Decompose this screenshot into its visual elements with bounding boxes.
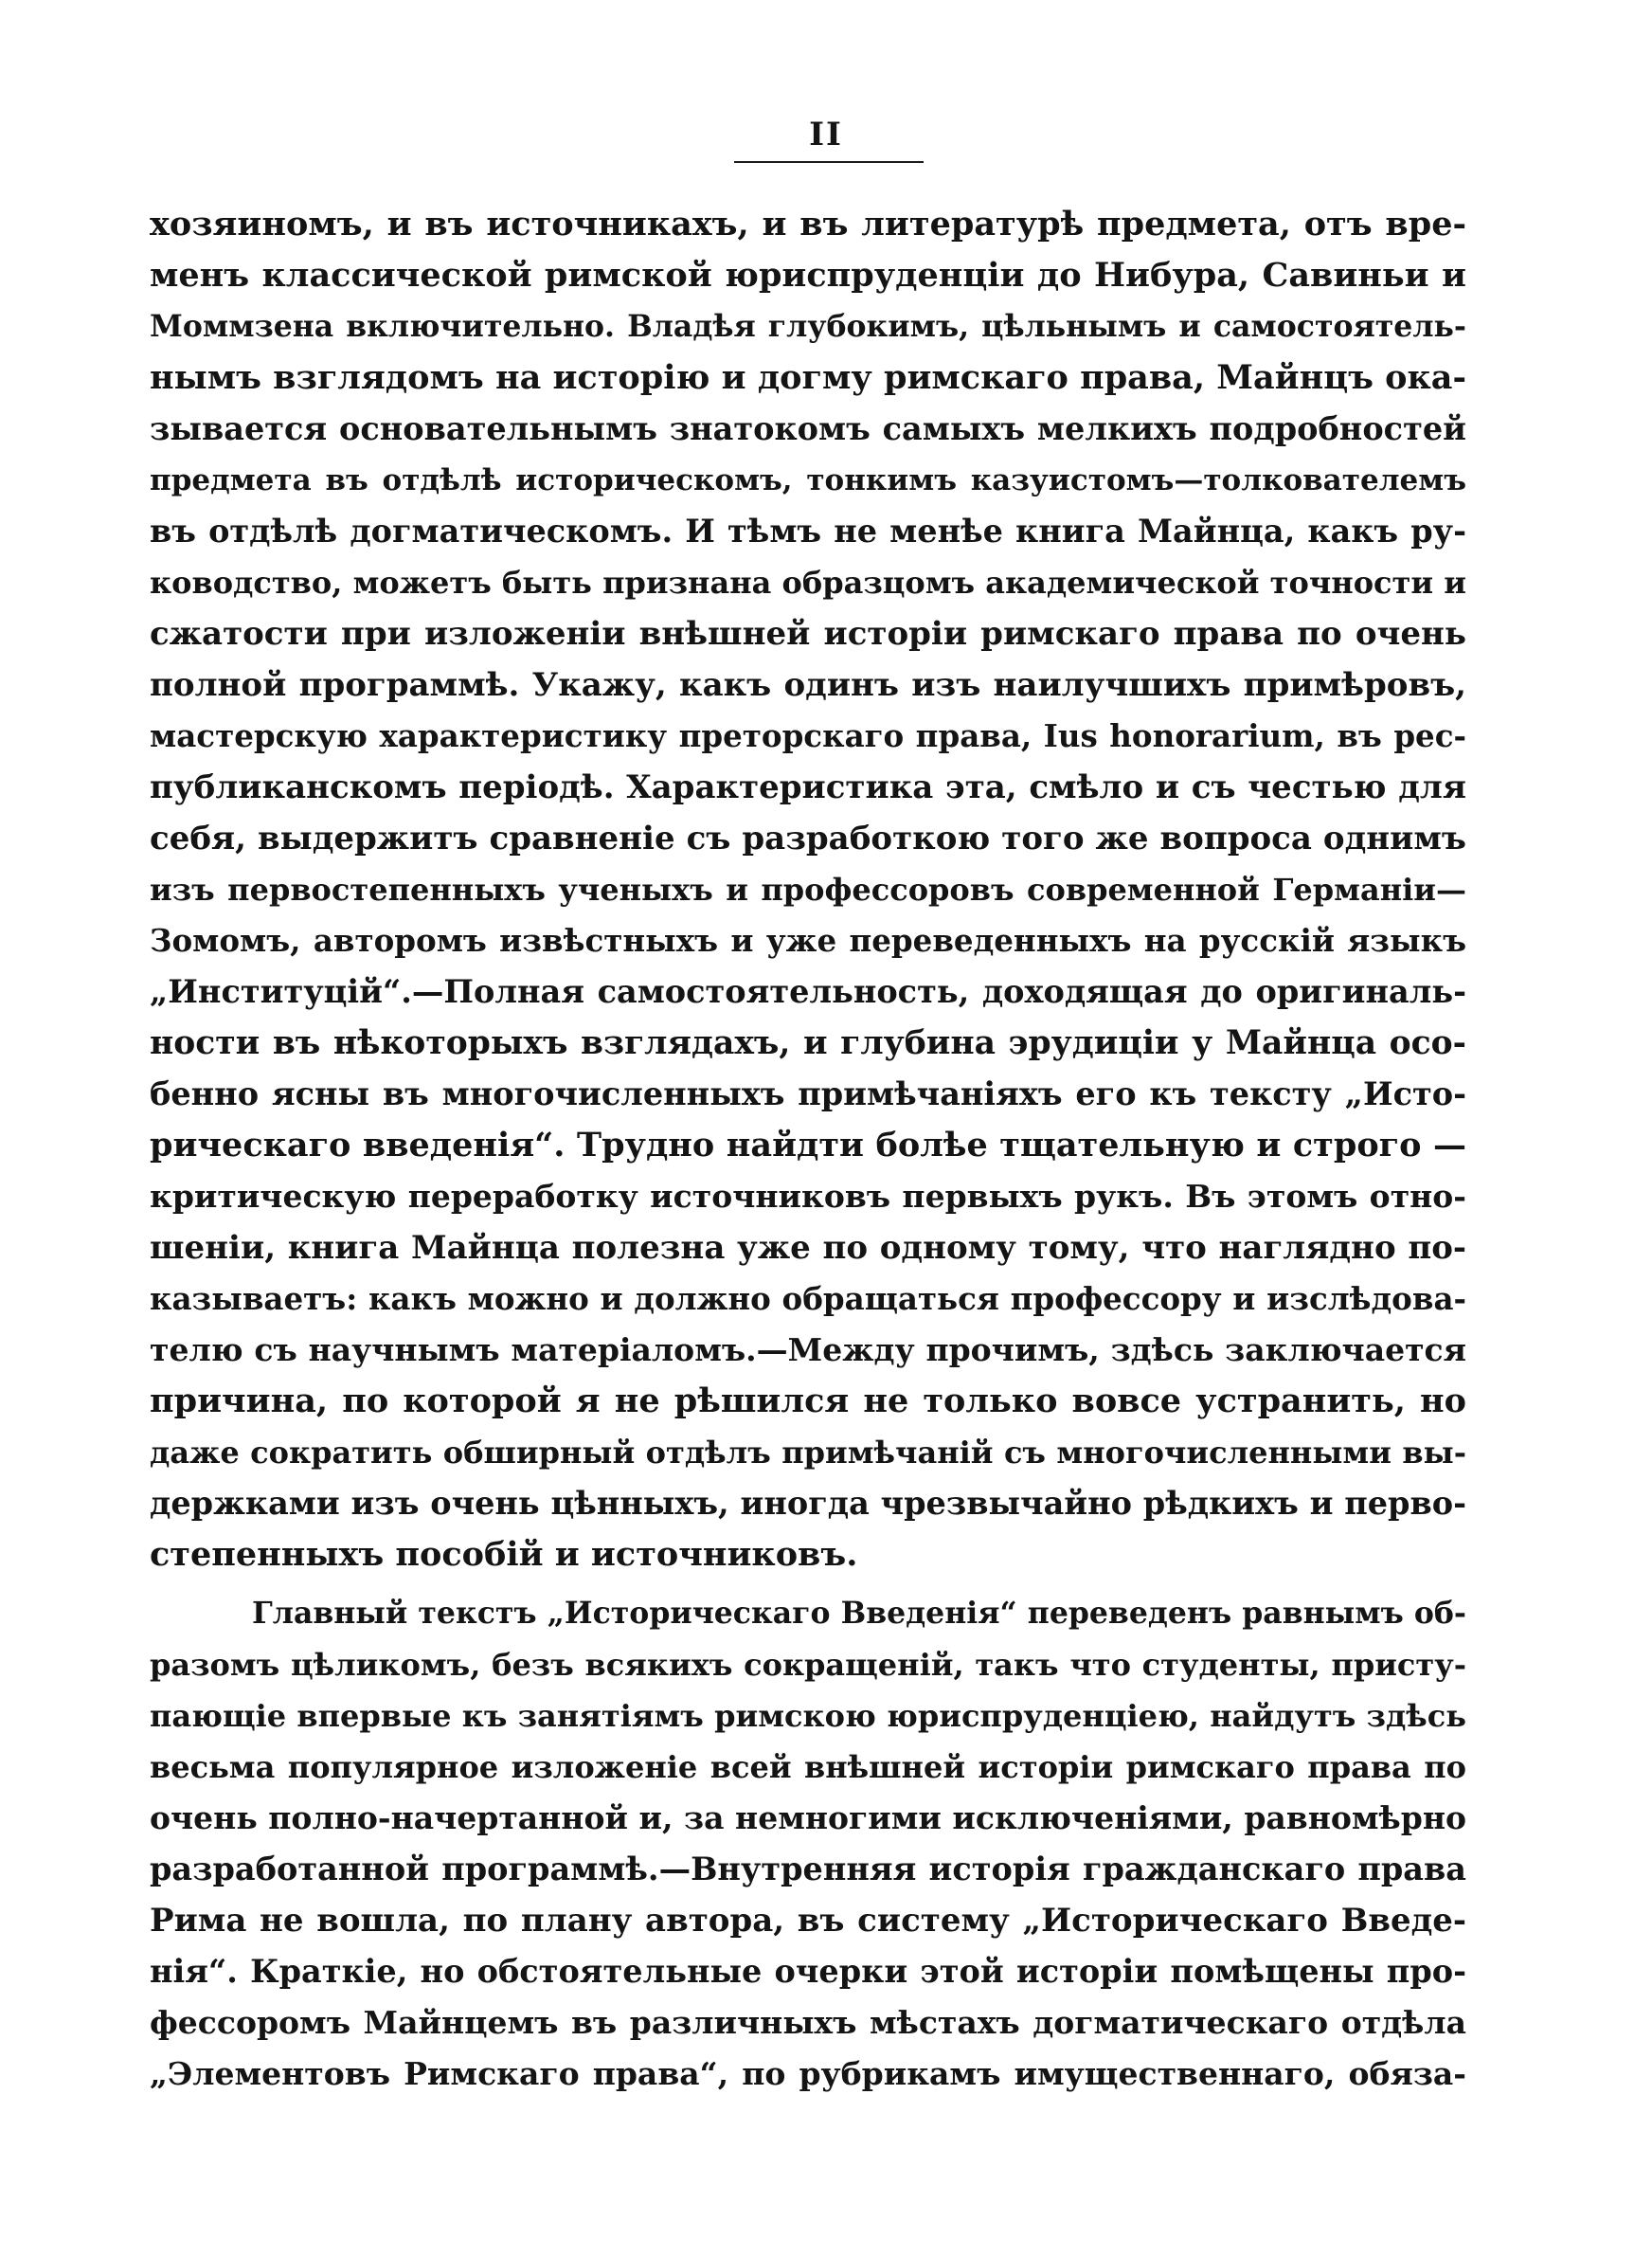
text-line: ности въ нѣкоторыхъ взглядахъ, и глубина эрудиціи у Майнца осо- — [150, 1024, 1466, 1062]
text-line: нія“. Краткіе, но обстоятельные очерки этой исторіи помѣщены про- — [150, 1953, 1466, 1990]
text-line: Моммзена включительно. Владѣя глубокимъ, цѣльнымъ и самостоятель- — [150, 309, 1466, 344]
text-line: критическую переработку источниковъ первыхъ рукъ. Въ этомъ отно- — [150, 1178, 1466, 1215]
text-line: степенныхъ пособій и источниковъ. — [150, 1535, 858, 1574]
text-line: весьма популярное изложеніе всей внѣшней исторіи римскаго права по — [150, 1749, 1466, 1785]
text-line: телю съ научнымъ матеріаломъ.—Между прочимъ, здѣсь заключается — [150, 1331, 1466, 1368]
text-line: Главный текстъ „Историческаго Введенія“ переведенъ равнымъ об- — [252, 1596, 1466, 1631]
text-line: зывается основательнымъ знатокомъ самыхъ мелкихъ подробностей — [150, 410, 1466, 447]
text-line: бенно ясны въ многочисленныхъ примѣчаніяхъ его къ тексту „Исто- — [150, 1075, 1466, 1112]
text-line: казываетъ: какъ можно и должно обращаться профессору и изслѣдова- — [150, 1280, 1466, 1317]
text-line: Зомомъ, авторомъ извѣстныхъ и уже переведенныхъ на русскій языкъ — [150, 922, 1466, 959]
text-line: разомъ цѣликомъ, безъ всякихъ сокращеній, такъ что студенты, присту- — [150, 1647, 1466, 1683]
text-line: разработанной программѣ.—Внутренняя исторія гражданскаго права — [150, 1851, 1466, 1887]
text-line: шеніи, книга Майнца полезна уже по одному тому, что наглядно по- — [150, 1229, 1466, 1267]
text-line: пающіе впервые къ занятіямъ римскою юриспруденціею, найдутъ здѣсь — [150, 1698, 1466, 1734]
text-line: причина, по которой я не рѣшился не только вовсе устранить, но — [150, 1381, 1466, 1420]
text-line: нымъ взглядомъ на исторію и догму римскаго права, Майнцъ ока- — [150, 358, 1466, 397]
text-line: публиканскомъ періодѣ. Характеристика эта, смѣло и съ честью для — [150, 768, 1466, 806]
text-line: сжатости при изложеніи внѣшней исторіи римскаго права по очень — [150, 615, 1466, 653]
text-line: менъ классической римской юриспруденціи до Нибура, Савиньи и — [150, 256, 1466, 295]
text-line: „Элементовъ Римскаго права“, по рубрикамъ имущественнаго, обяза- — [150, 2055, 1466, 2092]
text-line: ководство, можетъ быть признана образцомъ академической точности и — [150, 565, 1466, 601]
text-line: фессоромъ Майнцемъ въ различныхъ мѣстахъ догматическаго отдѣла — [150, 2004, 1466, 2041]
text-line: въ отдѣлѣ догматическомъ. И тѣмъ не менѣе книга Майнца, какъ ру- — [150, 513, 1466, 550]
text-line: Рима не вошла, по плану автора, въ систему „Историческаго Введе- — [150, 1902, 1466, 1940]
text-line: предмета въ отдѣлѣ историческомъ, тонкимъ казуистомъ—толкователемъ — [150, 463, 1466, 497]
text-line: держками изъ очень цѣнныхъ, иногда чрезвычайно рѣдкихъ и перво- — [150, 1485, 1466, 1522]
text-line: „Институцій“.—Полная самостоятельность, доходящая до оригиналь- — [150, 973, 1466, 1010]
text-line: изъ первостепенныхъ ученыхъ и профессоровъ современной Германіи— — [150, 872, 1466, 908]
text-line: очень полно-начертанной и, за немногими исключеніями, равномѣрно — [150, 1799, 1466, 1836]
text-line: полной программѣ. Укажу, какъ одинъ изъ наилучшихъ примѣровъ, — [150, 666, 1466, 704]
text-line: мастерскую характеристику преторскаго права, Ius honorarium, въ рес- — [150, 717, 1466, 754]
page-number: II — [809, 116, 843, 153]
text-line: даже сократить обширный отдѣлъ примѣчаній съ многочисленными вы- — [150, 1435, 1466, 1471]
text-line: рическаго введенія“. Трудно найдти болѣе тщательную и строго — — [150, 1126, 1466, 1165]
text-line: себя, выдержитъ сравненіе съ разработкою того же вопроса однимъ — [150, 820, 1466, 858]
text-line: хозяиномъ, и въ источникахъ, и въ литературѣ предмета, отъ вре- — [150, 205, 1466, 244]
